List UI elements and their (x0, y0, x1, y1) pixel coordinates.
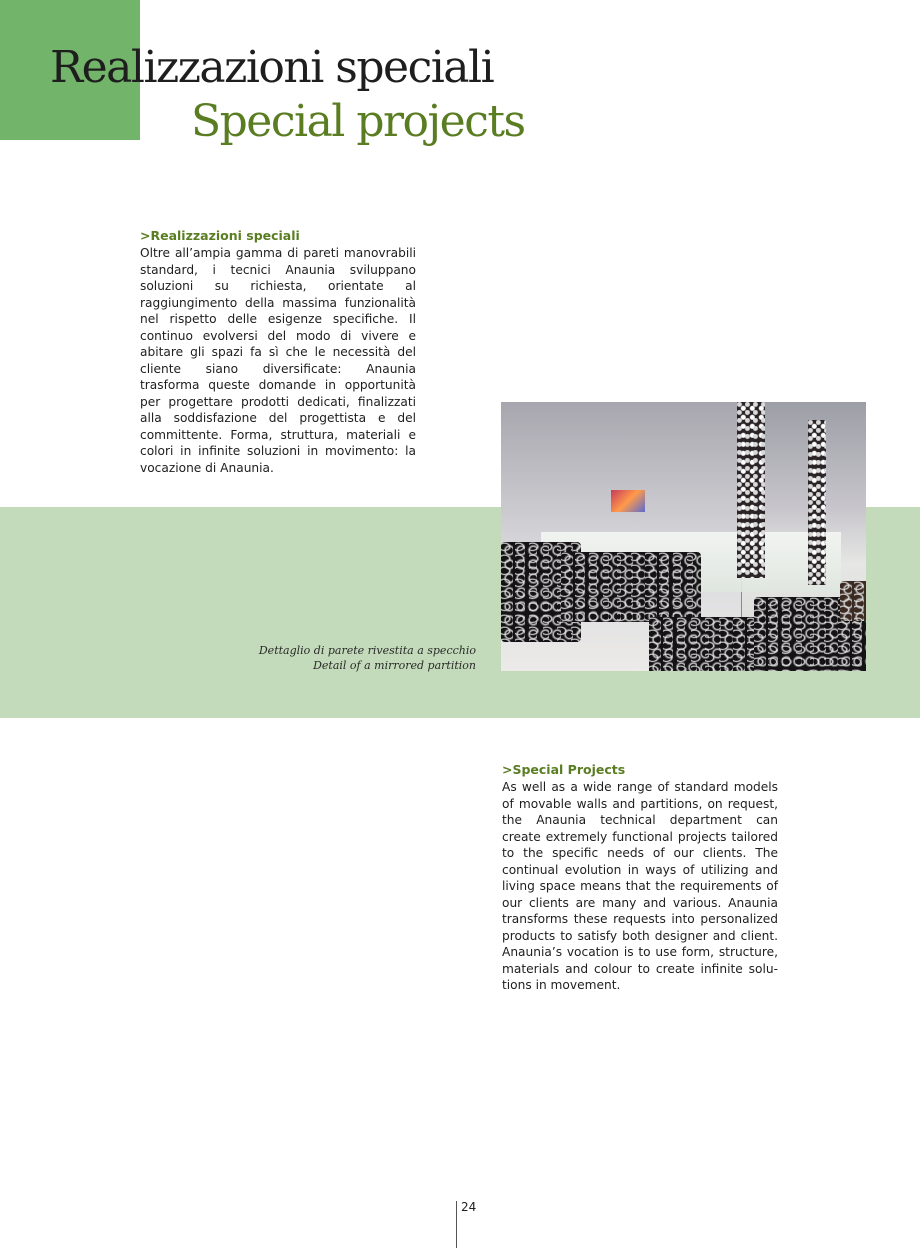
section-heading-english: >Special Projects (502, 762, 626, 777)
section-english (502, 762, 778, 994)
page-title-italian: Realizzazioni speciali (50, 42, 494, 93)
page-number-rule (456, 1201, 457, 1248)
section-italian (140, 228, 416, 476)
patterned-panel (737, 402, 765, 578)
mirrored-partition-photo (501, 402, 866, 671)
armchair (840, 581, 866, 621)
section-body-italian: Oltre all’ampia gamma di pareti manovrabili standard, i tecnici Anaunia sviluppano soluzioni su richiesta, orientate al raggiungimento della massima funzionalità nel rispetto delle esigenze specifiche. Il continuo evolversi del modo di vivere e abitare gli spazi fa sì che le necessità del cliente siano diversificate: Anaunia trasforma queste domande in opportunità per progettare prodotti dedicati, finalizzati alla soddisfazione del progettista e del committente. Forma, struttura, materiali e colori in infinite soluzioni in movimento: la vocazione di Anaunia. (140, 246, 416, 475)
page-title-english: Special projects (191, 96, 525, 147)
section-body-english: As well as a wide range of standard models of movable walls and partitions, on request, the Anaunia technical department can create extremely functional projects tailored to the specific needs of our clients. The continual evolution in ways of utilizing and living space means that the requirements of our clients are many and various. Anaunia transforms these requests into personalized products to satisfy both designer and client. Anaunia’s vocation is to use form, structure, materials and colour to create infinite solutions in movement. (502, 780, 778, 992)
armchair-reflection (561, 552, 701, 622)
page-number: 24 (461, 1200, 477, 1214)
patterned-panel (808, 420, 826, 585)
caption-english: Detail of a mirrored partition (313, 659, 476, 672)
caption-italian: Dettaglio di parete rivestita a specchio (258, 644, 476, 657)
figure-caption (259, 643, 476, 673)
screen (611, 490, 645, 512)
section-heading-italian: >Realizzazioni speciali (140, 228, 300, 243)
